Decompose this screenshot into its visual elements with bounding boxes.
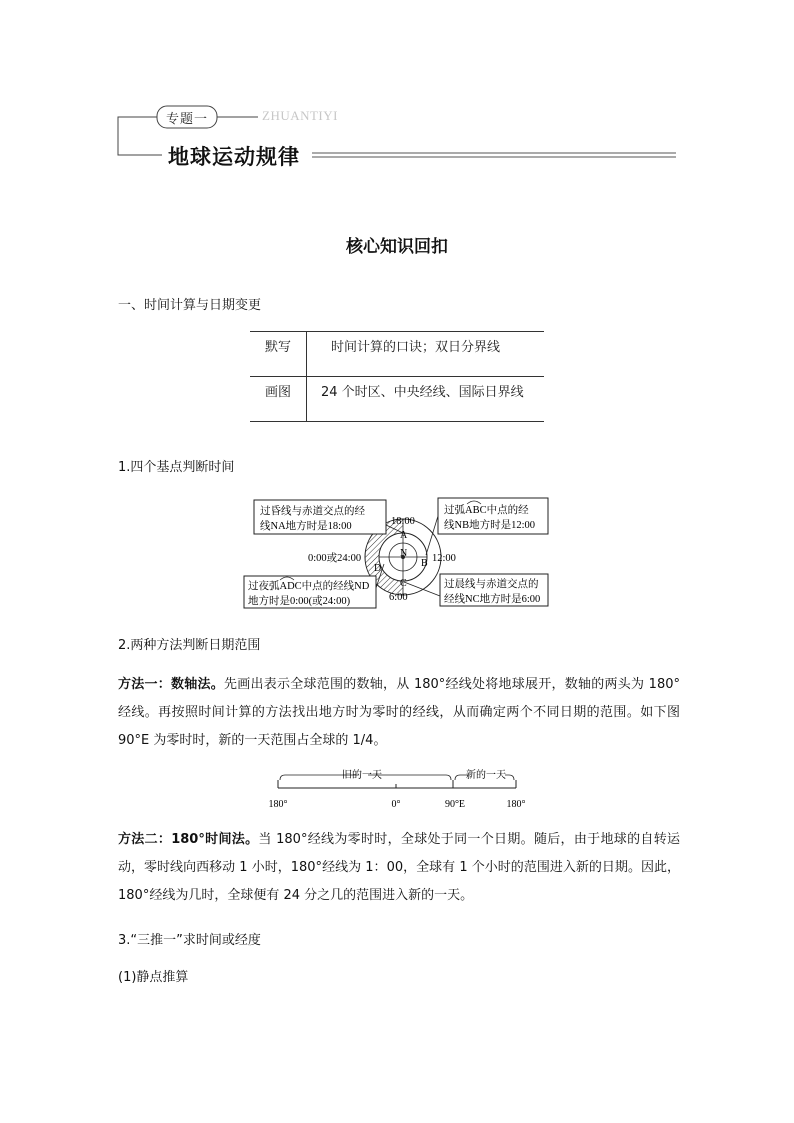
item3-heading: 3.“三推一”求时间或经度 [118, 933, 261, 948]
earth-time-diagram [238, 492, 558, 610]
point-n: N [400, 548, 408, 559]
new-day-label: 新的一天 [466, 770, 506, 781]
table-cell-label: 默写 [250, 332, 307, 377]
label-0000: 0:00或24:00 [308, 553, 362, 564]
callout-12-line1: 过弧ABC中点的经 [444, 505, 529, 516]
callout-0-line1: 过夜弧ADC中点的经线ND [248, 581, 370, 592]
tick-label-90e: 90°E [444, 799, 466, 810]
method1-paragraph [118, 671, 680, 755]
item1-heading: 1.四个基点判断时间 [118, 460, 235, 475]
table-cell-value: 24 个时区、中央经线、国际日界线 [321, 385, 524, 400]
label-1200: 12:00 [432, 553, 456, 564]
label-1800: 18:00 [391, 516, 415, 527]
tick-label-0: 0° [391, 799, 401, 810]
table-row [250, 332, 544, 377]
method2-label: 方法二：180°时间法。 [118, 832, 259, 847]
old-day-label: 旧的一天 [342, 770, 382, 781]
table-row [250, 377, 544, 422]
callout-18-line1: 过昏线与赤道交点的经 [260, 506, 365, 517]
date-axis-diagram [258, 762, 538, 812]
method1-label: 方法一：数轴法。 [118, 677, 225, 692]
point-b: B [421, 558, 428, 569]
callout-0-line2: 地方时是0:00(或24:00) [248, 596, 351, 607]
point-c: C [400, 578, 407, 589]
topic-pinyin: ZHUANTIYI [262, 108, 338, 123]
section1-heading: 一、时间计算与日期变更 [118, 298, 262, 313]
callout-6-line2: 经线NC地方时是6:00 [444, 594, 541, 605]
method2-paragraph [118, 826, 680, 910]
point-a: A [400, 530, 408, 541]
header-frame [0, 0, 794, 180]
table-cell-label: 画图 [250, 377, 307, 422]
chapter-title: 地球运动规律 [168, 145, 300, 169]
method2-text: 当 180°经线为零时时，全球处于同一个日期。随后，由于地球的自转运动，零时线向西移动 1 小时，180°经线为 1：00，全球有 1 个小时的范围进入新的日期。因此，180°经线为几时，全球便有 24 分之几的范围进入新的一天。 [118, 832, 680, 903]
point-d: D [374, 563, 382, 574]
table-cell-value: 时间计算的口诀；双日分界线 [331, 340, 501, 355]
item2-heading: 2.两种方法判断日期范围 [118, 638, 261, 653]
tick-label-180-left: 180° [268, 799, 288, 810]
summary-table [250, 331, 544, 422]
item3-subheading: (1)静点推算 [118, 970, 189, 985]
tick-label-180-right: 180° [506, 799, 526, 810]
callout-18-line2: 线NA地方时是18:00 [260, 521, 352, 532]
callout-6-line1: 过晨线与赤道交点的 [444, 579, 539, 590]
callout-12-line2: 线NB地方时是12:00 [444, 520, 536, 531]
topic-badge: 专题一 [166, 112, 209, 127]
page-title: 核心知识回扣 [346, 237, 448, 257]
label-600: 6:00 [389, 592, 408, 603]
method1-text: 先画出表示全球范围的数轴，从 180°经线处将地球展开，数轴的两头为 180°经线。再按照时间计算的方法找出地方时为零时的经线，从而确定两个不同日期的范围。如下图 90°E 为零时时，新的一天范围占全球的 1/4。 [118, 677, 680, 748]
